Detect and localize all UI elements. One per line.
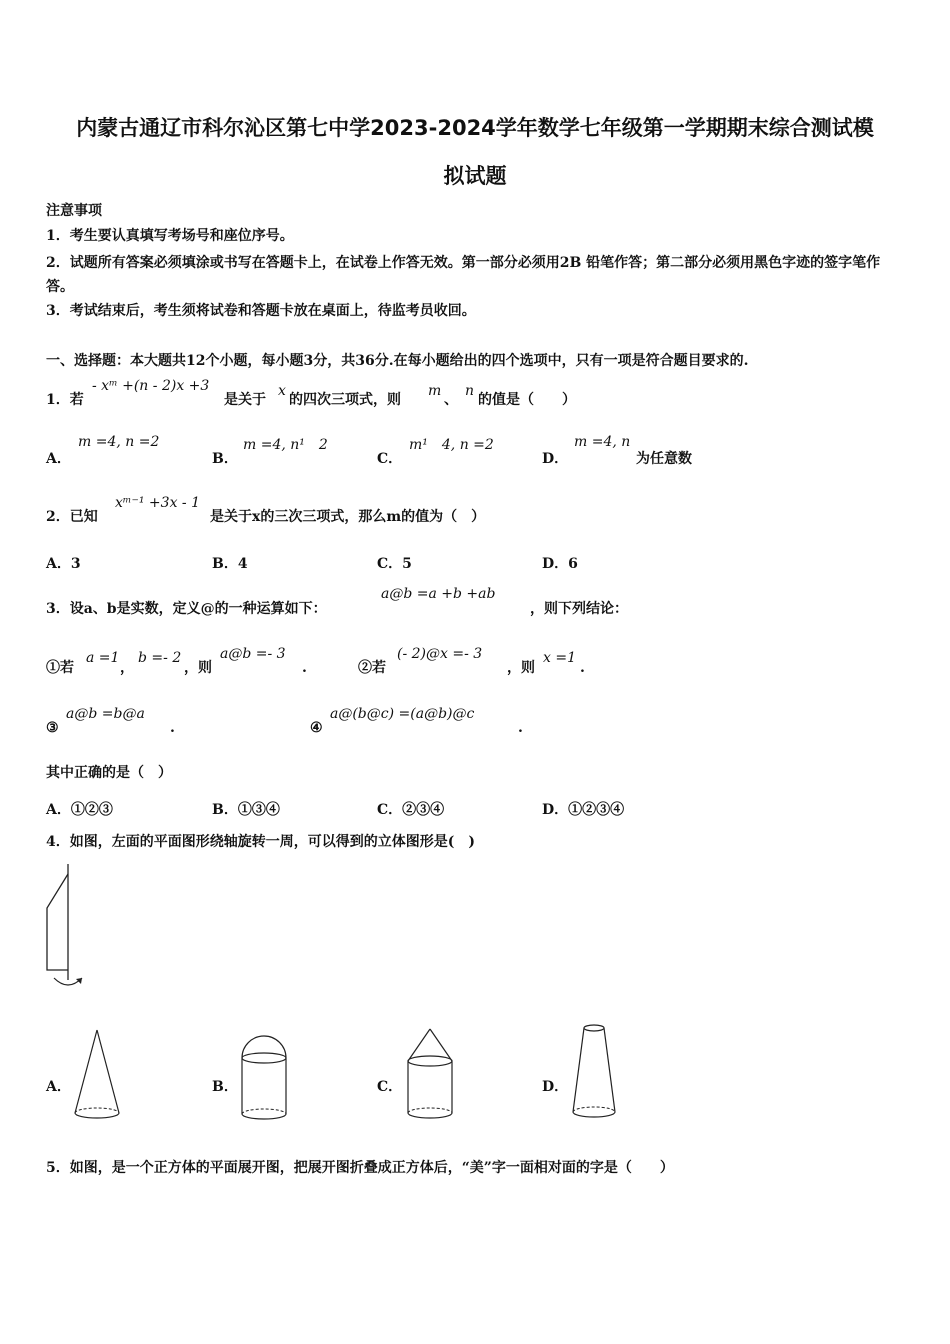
q2-option-b: B．4 [212,556,248,572]
page-title-line-1: 内蒙古通辽市科尔沁区第七中学2023-2024学年数学七年级第一学期期末综合测试模 [76,116,874,140]
q1-var-m: m [428,383,442,399]
q3-option-a: A．①②③ [46,802,113,818]
q1-option-c-expr: m¹ 4, n =2 [409,437,494,453]
q4-option-a-label: A． [46,1079,71,1095]
q1-suffix: 的值是（ ） [478,392,576,408]
q1-option-d-suffix: 为任意数 [636,451,692,467]
q3-ask: 其中正确的是（ ） [46,765,172,781]
q1-mid2: 的四次三项式，则 [289,392,401,408]
q4-option-c-cylinder-cone [400,1025,460,1125]
q3-statement-2-label: ②若 [358,660,386,676]
q3-statement-4-expr: a@(b@c) =(a@b)@c [330,706,475,722]
q1-option-a-label: A． [46,451,71,467]
q3-statement-2-condition: (- 2)@x =- 3 [397,646,483,662]
q3-statement-4-dot: . [518,720,523,736]
q1-option-b-label: B． [212,451,238,467]
q3-option-b: B．①③④ [212,802,280,818]
q1-option-b-expr: m =4, n¹ 2 [243,437,328,453]
q4-option-b-label: B． [212,1079,238,1095]
q1-option-a-expr: m =4, n =2 [78,434,160,450]
q3-statement-1-result: a@b =- 3 [220,646,286,662]
q1-mid: 是关于 [224,392,266,408]
q4-plane-figure [40,860,100,995]
q1-var-x: x [278,383,286,399]
q3-statement-1-b: b =- 2 [138,650,182,666]
q1-option-c-label: C． [377,451,403,467]
q3-statement-2-dot: . [580,660,585,676]
q3-statement-1-dot: . [302,660,307,676]
q2-option-a: A．3 [46,556,81,572]
q4-option-d-frustum [567,1020,622,1125]
q2-expression: xᵐ⁻¹ +3x - 1 [115,495,201,511]
q3-statement-2-result: x =1 [543,650,576,666]
q1-expression: - xᵐ +(n - 2)x +3 [92,378,210,394]
q4-option-a-cone [70,1025,125,1125]
q5-stem: 5．如图，是一个正方体的平面展开图，把展开图折叠成正方体后，“美”字一面相对面的字是（ ） [46,1160,674,1176]
q2-option-c: C．5 [377,556,412,572]
q4-option-c-label: C． [377,1079,403,1095]
notice-item-1: 1．考生要认真填写考场号和座位序号。 [46,228,294,244]
notice-item-2: 2．试题所有答案必须填涂或书写在答题卡上，在试卷上作答无效。第一部分必须用2B 铅笔作答；第二部分必须用黑色字迹的签字笔作答。 [46,255,881,295]
q2-option-d: D．6 [542,556,578,572]
q3-statement-3-label: ③ [46,720,59,736]
q3-statement-1-label: ①若 [46,660,74,676]
q2-suffix: 是关于x的三次三项式，那么m的值为（ ） [210,509,486,525]
q3-statement-1-a: a =1 [86,650,120,666]
q3-statement-3-dot: . [170,720,175,736]
q3-statement-3-expr: a@b =b@a [66,706,145,722]
q3-definition: a@b =a +b +ab [381,586,496,602]
q3-statement-4-label: ④ [310,720,323,736]
section-1-heading: 一、选择题：本大题共12个小题，每小题3分，共36分.在每小题给出的四个选项中，只有一项是符合题目要求的. [46,353,749,369]
q3-statement-1-comma: ， [120,660,134,676]
q1-option-d-label: D． [542,451,569,467]
notice-item-3: 3．考试结束后，考生须将试卷和答题卡放在桌面上，待监考员收回。 [46,303,476,319]
q3-statement-1-then: ，则 [184,660,212,676]
q4-option-d-label: D． [542,1079,569,1095]
q1-sep: 、 [444,392,458,408]
q1-option-d-expr: m =4, n [574,434,631,450]
q1-var-n: n [465,383,475,399]
q1-prefix: 1．若 [46,392,84,408]
page-title-line-2: 拟试题 [443,164,507,188]
q2-prefix: 2．已知 [46,509,98,525]
notice-heading: 注意事项 [46,203,102,219]
q4-option-b-cylinder-hemisphere [234,1030,294,1125]
q3-option-c: C．②③④ [377,802,445,818]
q3-suffix: ，则下列结论： [530,601,628,617]
q3-option-d: D．①②③④ [542,802,625,818]
q3-statement-2-then: ，则 [507,660,535,676]
q3-prefix: 3．设a、b是实数，定义@的一种运算如下： [46,601,327,617]
q4-stem: 4．如图，左面的平面图形绕轴旋转一周，可以得到的立体图形是( ) [46,834,475,850]
